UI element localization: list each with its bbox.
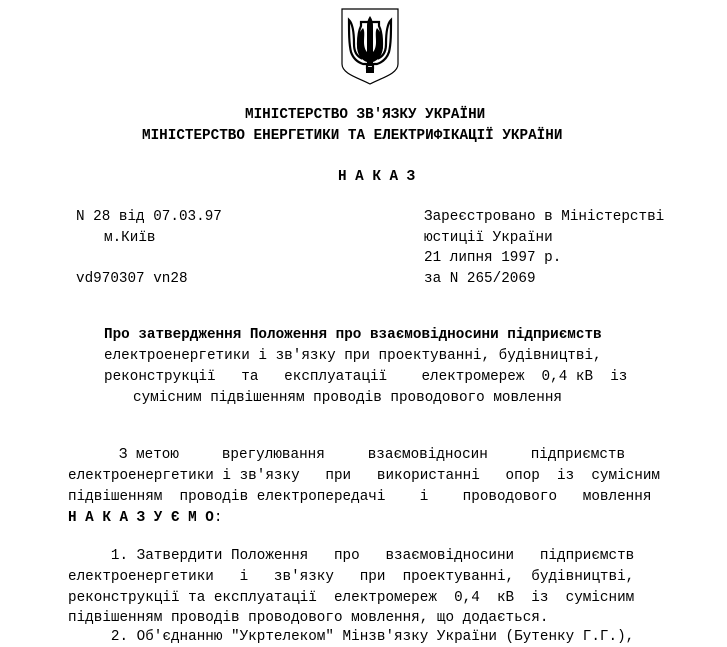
registration-line-4: за N 265/2069 (424, 271, 536, 287)
document-code: vd970307 vn28 (76, 271, 188, 287)
order-colon: : (213, 510, 223, 526)
order-statement (68, 509, 222, 528)
order-word: Н А К А З У Є М О (68, 510, 214, 526)
preamble-line-3: підвішенням проводів електропередачі і проводового мовлення (68, 489, 652, 505)
document-title-line-4: сумісним підвішенням проводів проводового мовлення (133, 390, 562, 406)
registration-line-2: юстиції України (424, 230, 553, 246)
registration-line-1: Зареєстровано в Міністерстві (424, 209, 665, 225)
order-number-date: N 28 від 07.03.97 (76, 209, 222, 225)
item-1-line-1: 1. Затвердити Положення про взаємовідносини підприємств (68, 548, 635, 564)
city: м.Київ (104, 230, 156, 246)
preamble-line-2: електроенергетики і зв'язку при використанні опор із сумісним (68, 468, 660, 484)
registration-line-3: 21 липня 1997 р. (424, 250, 562, 266)
document-title-line-2: електроенергетики і зв'язку при проектуванні, будівництві, (104, 348, 602, 364)
item-1-line-2: електроенергетики і зв'язку при проектуванні, будівництві, (68, 569, 635, 585)
item-1-line-3: реконструкції та експлуатації електромереж 0,4 кВ із сумісним (68, 590, 635, 606)
document-title-line-3: реконструкції та експлуатації електромереж 0,4 кВ із (104, 369, 628, 385)
trident-emblem-icon (339, 6, 401, 86)
item-1-line-4: підвішенням проводів проводового мовлення, що додається. (68, 610, 549, 626)
preamble-line-1: З метою врегулювання взаємовідносин підприємств (76, 447, 626, 463)
ministry-name-1: МІНІСТЕРСТВО ЗВ'ЯЗКУ УКРАЇНИ (245, 107, 486, 123)
item-2-line-1: 2. Об'єднанню "Укртелеком" Мінзв'язку України (Бутенку Г.Г.), (68, 629, 635, 645)
document-type-heading: Н А К А З (338, 169, 416, 185)
document-title-line-1: Про затвердження Положення про взаємовідносини підприємств (104, 327, 602, 343)
ministry-name-2: МІНІСТЕРСТВО ЕНЕРГЕТИКИ ТА ЕЛЕКТРИФІКАЦІЇ УКРАЇНИ (142, 128, 563, 144)
